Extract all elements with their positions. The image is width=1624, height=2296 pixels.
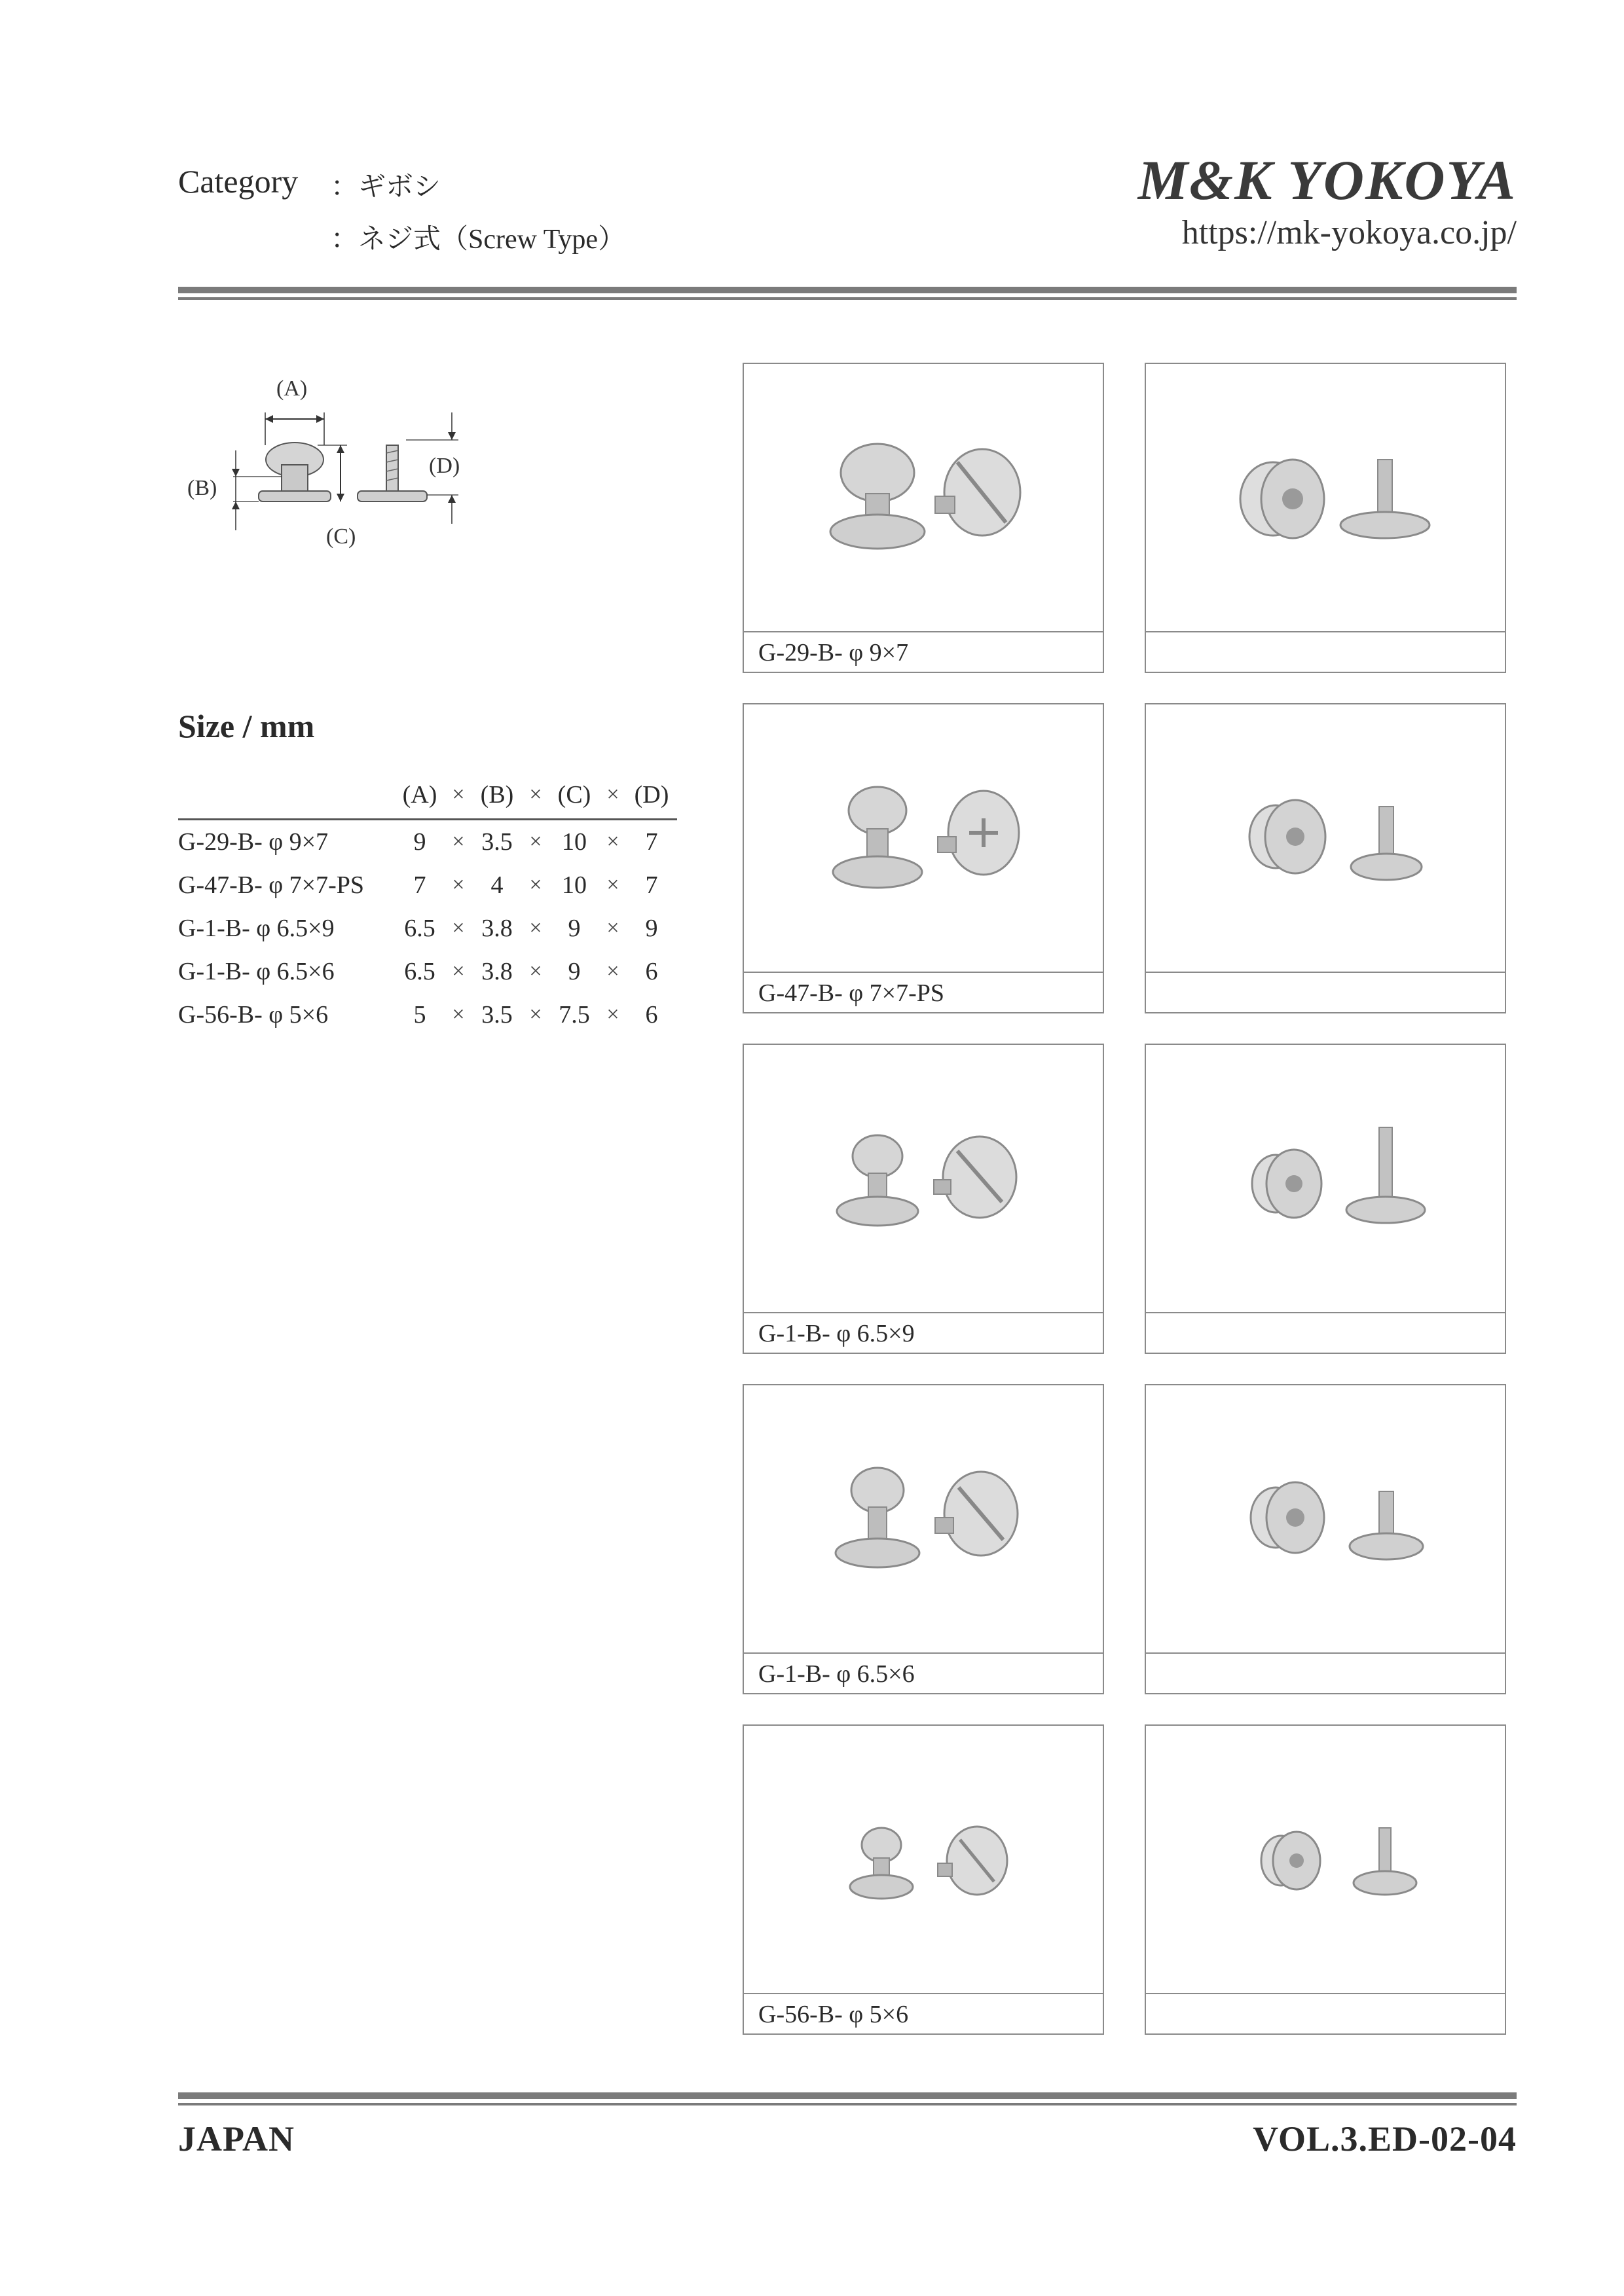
product-photo bbox=[744, 364, 1103, 634]
footer-rule-bottom bbox=[178, 2103, 1517, 2105]
product-card-back[interactable] bbox=[1145, 703, 1506, 1013]
footer-volume: VOL.3.ED-02-04 bbox=[1253, 2119, 1517, 2159]
product-card-back[interactable] bbox=[1145, 1724, 1506, 2035]
category-value-1: ：ギボシ bbox=[331, 172, 441, 202]
header-c: (C) bbox=[549, 771, 600, 820]
product-card-front[interactable] bbox=[743, 363, 1104, 673]
product-caption-empty bbox=[1146, 631, 1505, 672]
product-caption-empty bbox=[1146, 972, 1505, 1012]
product-caption: G-29-B- φ 9×7 bbox=[744, 631, 1103, 672]
product-caption-empty bbox=[1146, 1993, 1505, 2033]
label-b: (B) bbox=[187, 476, 217, 500]
header-rule-top bbox=[178, 287, 1517, 293]
category-label: Category bbox=[178, 163, 299, 200]
category-value-2: ：ネジ式（Screw Type） bbox=[331, 225, 626, 255]
product-card-back[interactable] bbox=[1145, 363, 1506, 673]
header-d: (D) bbox=[626, 771, 677, 820]
table-row: G-1-B- φ 6.5×9 6.5 × 3.8 × 9 × 9 bbox=[178, 915, 658, 942]
product-photo bbox=[1146, 1726, 1505, 1995]
product-photo bbox=[1146, 364, 1505, 634]
product-photo bbox=[744, 1045, 1103, 1315]
table-row: G-56-B- φ 5×6 5 × 3.5 × 7.5 × 6 bbox=[178, 1001, 658, 1029]
label-c: (C) bbox=[326, 524, 356, 549]
product-card-back[interactable] bbox=[1145, 1384, 1506, 1694]
product-caption: G-1-B- φ 6.5×6 bbox=[744, 1652, 1103, 1693]
product-photo bbox=[1146, 1385, 1505, 1655]
size-title: Size / mm bbox=[178, 708, 315, 744]
size-table-header: (A) × (B) × (C) × (D) bbox=[178, 771, 677, 820]
size-table bbox=[178, 771, 677, 1036]
product-caption: G-56-B- φ 5×6 bbox=[744, 1993, 1103, 2033]
product-photo bbox=[744, 1726, 1103, 1995]
product-card-back[interactable] bbox=[1145, 1044, 1506, 1354]
product-caption-empty bbox=[1146, 1652, 1505, 1693]
header-b: (B) bbox=[471, 771, 523, 820]
table-row: G-1-B- φ 6.5×6 6.5 × 3.8 × 9 × 6 bbox=[178, 958, 658, 985]
table-row: G-29-B- φ 9×7 9 × 3.5 × 10 × 7 bbox=[178, 828, 658, 856]
product-card-front[interactable] bbox=[743, 1044, 1104, 1354]
product-caption: G-1-B- φ 6.5×9 bbox=[744, 1312, 1103, 1353]
label-a: (A) bbox=[276, 376, 308, 401]
table-row: G-47-B- φ 7×7-PS 7 × 4 × 10 × 7 bbox=[178, 871, 658, 899]
product-photo bbox=[1146, 704, 1505, 974]
header-rule-bottom bbox=[178, 297, 1517, 300]
brand-logo: M&K YOKOYA bbox=[1137, 149, 1517, 211]
product-card-front[interactable] bbox=[743, 1724, 1104, 2035]
dimension-diagram bbox=[183, 367, 485, 563]
product-photo bbox=[744, 1385, 1103, 1655]
product-caption: G-47-B- φ 7×7-PS bbox=[744, 972, 1103, 1012]
footer-country: JAPAN bbox=[178, 2119, 295, 2159]
product-photo bbox=[1146, 1045, 1505, 1315]
company-url[interactable]: https://mk-yokoya.co.jp/ bbox=[1181, 214, 1517, 251]
label-d: (D) bbox=[429, 454, 460, 478]
header-a: (A) bbox=[394, 771, 445, 820]
product-photo bbox=[744, 704, 1103, 974]
product-card-front[interactable] bbox=[743, 1384, 1104, 1694]
product-card-front[interactable] bbox=[743, 703, 1104, 1013]
product-caption-empty bbox=[1146, 1312, 1505, 1353]
footer-rule-top bbox=[178, 2092, 1517, 2099]
